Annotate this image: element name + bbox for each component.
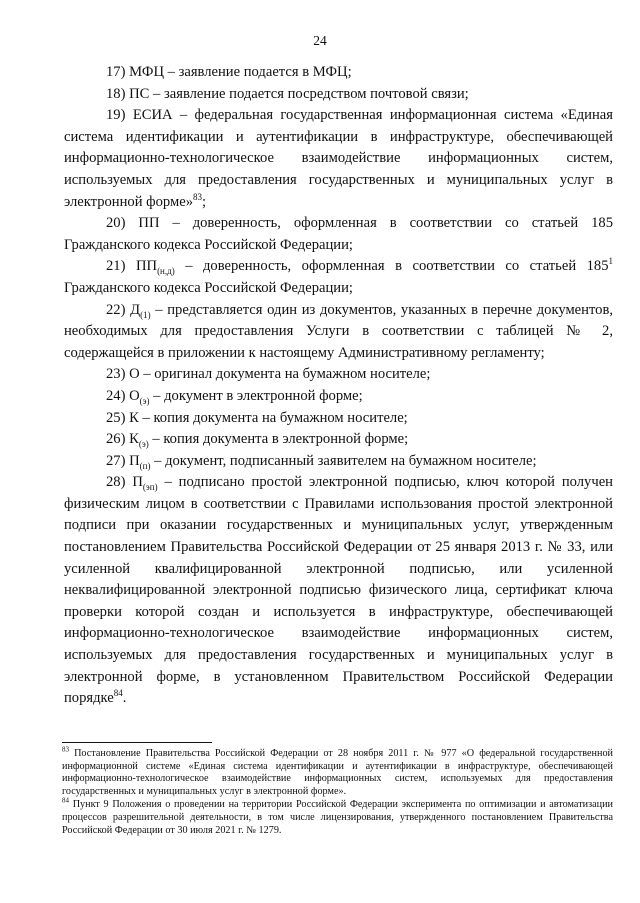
definition-item (64, 408, 613, 430)
item-abbr: П (132, 474, 143, 491)
item-abbr: ПП (135, 258, 158, 275)
item-number: 26) (106, 431, 126, 448)
definition-item (64, 300, 613, 365)
item-number: 18) (106, 85, 126, 102)
item-abbr-subscript: (н,д) (157, 266, 175, 277)
item-number: 24) (106, 387, 126, 404)
item-number: 21) (106, 258, 126, 275)
item-abbr: Д (130, 301, 141, 318)
item-number: 25) (106, 409, 126, 426)
item-number: 19) (106, 107, 126, 124)
item-text: – документ в электронной форме; (149, 387, 363, 404)
item-abbr: К (129, 431, 139, 448)
item-abbr-subscript: (п) (139, 460, 151, 471)
item-number: 17) (106, 64, 126, 80)
item-tail: . (122, 690, 127, 707)
definition-item (64, 213, 613, 256)
footnote-text: Постановление Правительства Российской Федерации от 28 ноября 2011 г. № 977 «О федеральной государственной информационной системе «Единая система идентификации и аутентификации в инфраструктуре, обеспечивающей информационно-технологическое взаимодействие информационных систем, используемых для предоставления государственных и муниципальных услуг в электронной форме». (62, 748, 613, 797)
definition-item (64, 256, 613, 299)
definition-item (64, 62, 613, 84)
item-abbr-subscript: (1) (140, 309, 151, 320)
definition-item (64, 386, 613, 408)
definition-item (64, 451, 613, 473)
item-abbr: П (129, 452, 140, 469)
item-number: 23) (106, 366, 126, 383)
item-text: – подписано простой электронной подписью, ключ которой получен физическим лицом в соответствии с Правилами использования простой электронной подписи при оказании государственных и муниципальных услуг, утвержденным постановлением Правительства Российской Федерации от 25 января 2013 г. № 33, или усиленной квалифицированной электронной подписью, или усиленной неквалифицированной электронной подписью физического лица, сертификат ключа проверки которой создан и используется в инфраструктуре, обеспечивающей информационно-технологическое взаимодействие информационных систем, используемых для предоставления государственных и муниципальных услуг в электронной форме, в установленном Правительством Российской Федерации порядке (64, 474, 613, 707)
item-text: МФЦ – заявление подается в МФЦ; (129, 64, 352, 80)
item-number: 27) (106, 452, 126, 469)
item-tail: Гражданского кодекса Российской Федерации; (64, 279, 353, 296)
item-text: – копия документа в электронной форме; (148, 431, 409, 448)
definitions-list (64, 62, 613, 710)
item-text: К – копия документа на бумажном носителе; (129, 409, 408, 426)
item-number: 22) (106, 301, 126, 318)
footnotes (62, 745, 613, 838)
footnote (62, 796, 613, 837)
footnote-mark: 84 (62, 796, 69, 805)
definition-item (64, 84, 613, 106)
footnote-ref[interactable]: 83 (193, 191, 203, 202)
definition-item (64, 472, 613, 710)
item-text: – доверенность, оформленная в соответствии со статьей 185 (174, 258, 609, 275)
definition-item (64, 429, 613, 451)
item-tail: ; (202, 193, 207, 210)
item-abbr: О (129, 387, 140, 404)
item-number: 20) (106, 215, 126, 232)
article-superscript: 1 (608, 256, 614, 267)
item-text: ПС – заявление подается посредством почтовой связи; (129, 85, 469, 102)
footnote-divider (62, 742, 212, 743)
page-number: 24 (313, 33, 327, 48)
item-text: ЕСИА – федеральная государственная информационная система «Единая система идентификации и аутентификации в инфраструктуре, обеспечивающей информационно-технологическое взаимодействие информационных систем, используемых для предоставления государственных и муниципальных услуг в электронной форме» (64, 107, 613, 210)
item-abbr-subscript: (э) (138, 439, 149, 449)
item-abbr-subscript: (э) (139, 395, 150, 406)
item-text: – представляется один из документов, указанных в перечне документов, необходимых для предоставления Услуги в соответствии с таблицей № 2, содержащейся в приложении к настоящему Административному регламенту; (64, 301, 613, 361)
footnote (62, 745, 613, 798)
definition-item (64, 364, 613, 386)
footnote-ref[interactable]: 84 (113, 688, 123, 699)
footnote-mark: 83 (62, 745, 69, 754)
definition-item (64, 105, 613, 213)
item-abbr-subscript: (эп) (142, 482, 158, 493)
item-text: О – оригинал документа на бумажном носителе; (129, 366, 431, 383)
footnote-text: Пункт 9 Положения о проведении на территории Российской Федерации эксперимента по оптимизации и автоматизации процессов разрешительной деятельности, в том числе лицензирования, утвержденного постановлением Правительства Российской Федерации от 30 июля 2021 г. № 1279. (62, 799, 613, 836)
item-text: ПП – доверенность, оформленная в соответствии со статьей 185 Гражданского кодекса Российской Федерации; (64, 215, 613, 253)
item-text: – документ, подписанный заявителем на бумажном носителе; (150, 452, 537, 469)
item-number: 28) (106, 474, 126, 491)
